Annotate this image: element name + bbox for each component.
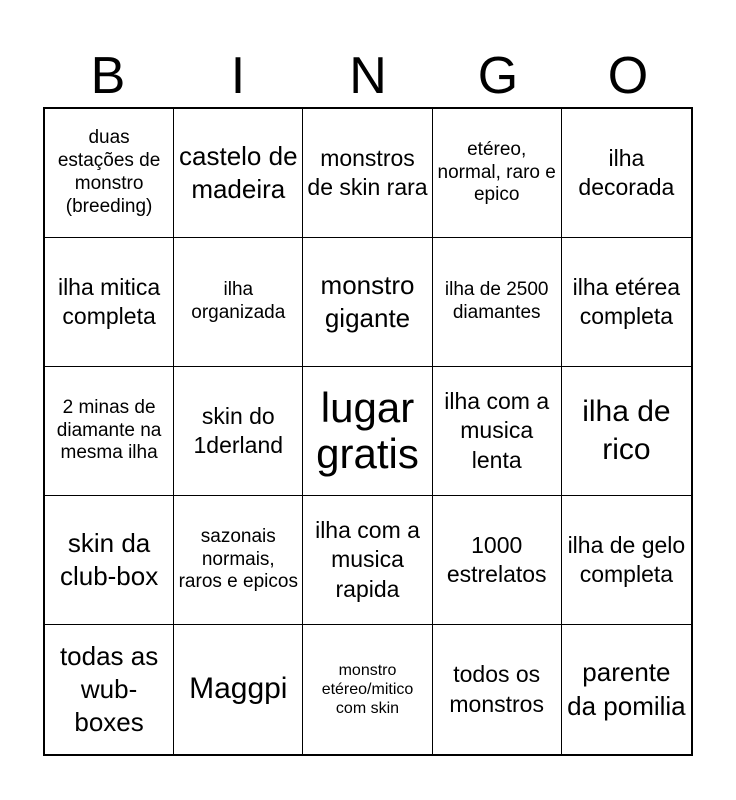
bingo-cell[interactable]: skin da club-box <box>45 496 174 625</box>
bingo-cell[interactable]: monstro etéreo/mitico com skin <box>303 625 432 754</box>
bingo-cell[interactable]: sazonais normais, raros e epicos <box>174 496 303 625</box>
bingo-cell[interactable]: ilha de rico <box>562 367 691 496</box>
bingo-cell[interactable]: todas as wub-boxes <box>45 625 174 754</box>
bingo-cell[interactable]: ilha etérea completa <box>562 238 691 367</box>
bingo-cell[interactable]: duas estações de monstro (breeding) <box>45 109 174 238</box>
bingo-cell[interactable]: skin do 1derland <box>174 367 303 496</box>
bingo-cell[interactable]: monstro gigante <box>303 238 432 367</box>
bingo-cell[interactable]: 2 minas de diamante na mesma ilha <box>45 367 174 496</box>
bingo-cell[interactable]: ilha de gelo completa <box>562 496 691 625</box>
free-space-cell[interactable]: lugar gratis <box>303 367 432 496</box>
bingo-cell[interactable]: Maggpi <box>174 625 303 754</box>
bingo-cell[interactable]: castelo de madeira <box>174 109 303 238</box>
header-letter-g: G <box>477 47 519 105</box>
bingo-cell[interactable]: ilha com a musica rapida <box>303 496 432 625</box>
bingo-cell[interactable]: monstros de skin rara <box>303 109 432 238</box>
bingo-cell[interactable]: ilha de 2500 diamantes <box>433 238 562 367</box>
bingo-cell[interactable]: ilha com a musica lenta <box>433 367 562 496</box>
bingo-cell[interactable]: ilha decorada <box>562 109 691 238</box>
bingo-cell[interactable]: ilha organizada <box>174 238 303 367</box>
header-letter-n: N <box>349 47 387 105</box>
bingo-cell[interactable]: etéreo, normal, raro e epico <box>433 109 562 238</box>
bingo-cell[interactable]: todos os monstros <box>433 625 562 754</box>
header-letter-b: B <box>90 47 126 105</box>
bingo-cell[interactable]: parente da pomilia <box>567 657 686 721</box>
header-letter-i: I <box>230 47 246 105</box>
bingo-cell[interactable]: ilha mitica completa <box>45 238 174 367</box>
bingo-board <box>43 107 693 756</box>
bingo-header <box>43 44 693 108</box>
bingo-cell[interactable]: 1000 estrelatos <box>433 496 562 625</box>
header-letter-o: O <box>607 47 649 105</box>
